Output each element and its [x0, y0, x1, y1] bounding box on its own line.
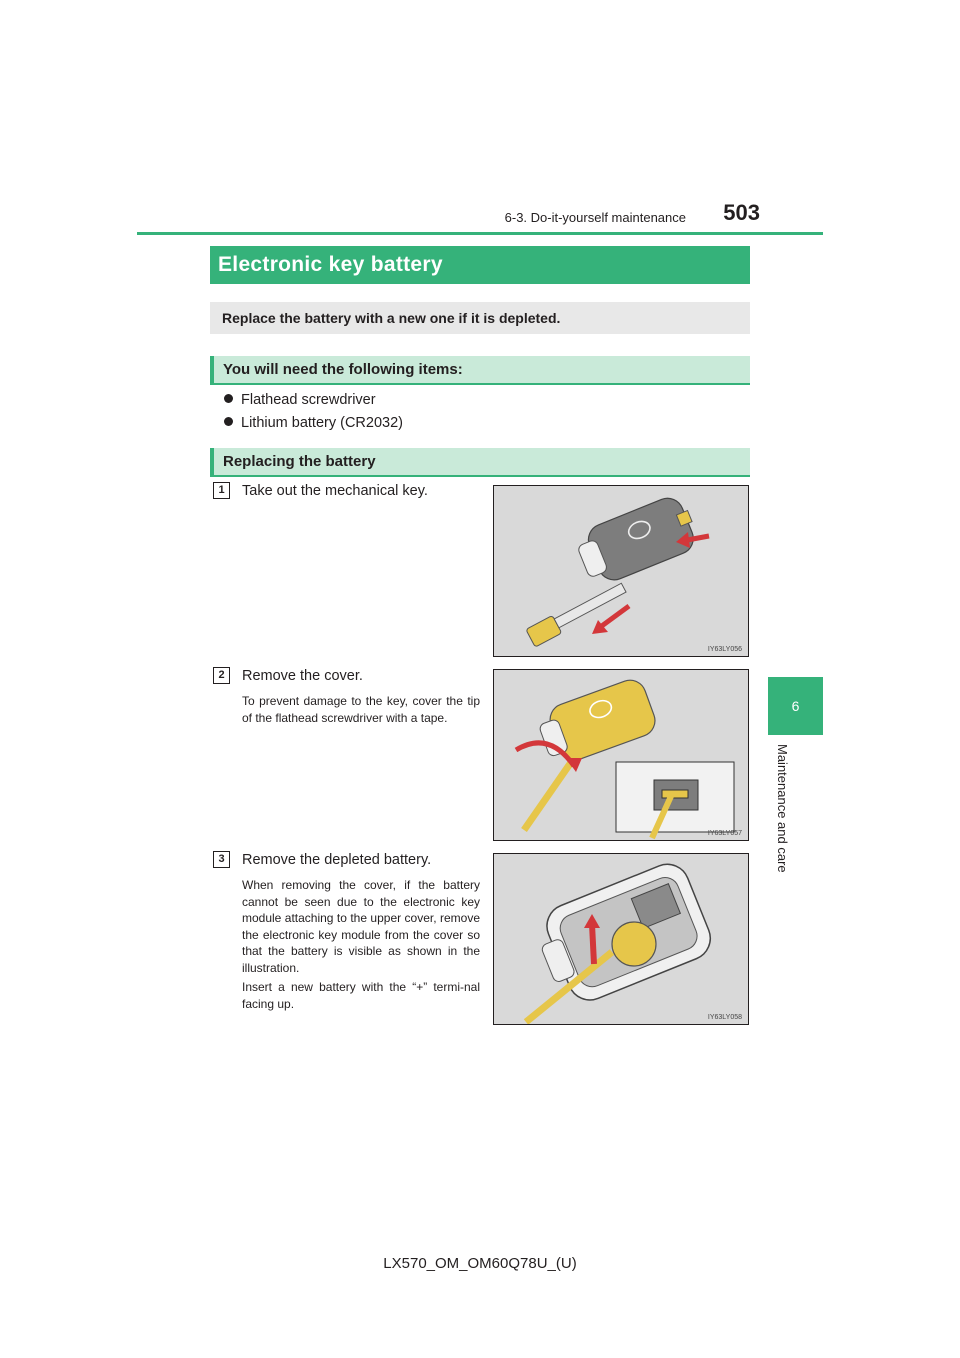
illustration-take-out-key [493, 485, 749, 657]
step-number-1: 1 [213, 482, 230, 499]
chapter-tab-title [770, 744, 794, 886]
step-3-note: Insert a new battery with the “+” termi-nal facing up. [242, 980, 480, 1011]
section-title: Electronic key battery [210, 246, 750, 284]
document-code-footer: LX570_OM_OM60Q78U_(U) [383, 1255, 577, 1272]
step-number-3: 3 [213, 851, 230, 868]
illustration-remove-cover [493, 669, 749, 841]
step-2-text: Remove the cover. [242, 668, 363, 684]
items-heading: You will need the following items: [210, 356, 750, 385]
list-item: Lithium battery (CR2032) [224, 415, 403, 431]
step-2-note: To prevent damage to the key, cover the tip of the flathead screwdriver with a tape. [242, 694, 480, 725]
header-rule [137, 232, 823, 235]
page-number: 503 [723, 200, 760, 225]
illustration-remove-battery [493, 853, 749, 1025]
key-removal-illustration [494, 486, 748, 656]
step-1-text: Take out the mechanical key. [242, 483, 428, 499]
illustration-code: IY63LY056 [707, 646, 742, 653]
battery-removal-illustration [494, 854, 748, 1024]
chapter-tab-number: 6 [768, 677, 823, 735]
running-header-section: 6-3. Do-it-yourself maintenance [504, 210, 686, 225]
bullet-icon [224, 394, 233, 403]
step-3-text: Remove the depleted battery. [242, 852, 432, 868]
cover-removal-illustration [494, 670, 748, 840]
intro-box: Replace the battery with a new one if it is depleted. [210, 302, 750, 334]
step-number-2: 2 [213, 667, 230, 684]
illustration-code: IY63LY058 [707, 1014, 742, 1021]
replacing-heading: Replacing the battery [210, 448, 750, 477]
step-3-note: When removing the cover, if the battery cannot be seen due to the electronic key module attaching to the upper cover, remove the electronic key module from the cover so that the battery is visible as shown in the illustration. [242, 878, 480, 975]
bullet-icon [224, 417, 233, 426]
list-item: Flathead screwdriver [224, 392, 376, 408]
illustration-code: IY63LY057 [707, 830, 742, 837]
chapter-title-text: Maintenance and care [775, 744, 790, 873]
